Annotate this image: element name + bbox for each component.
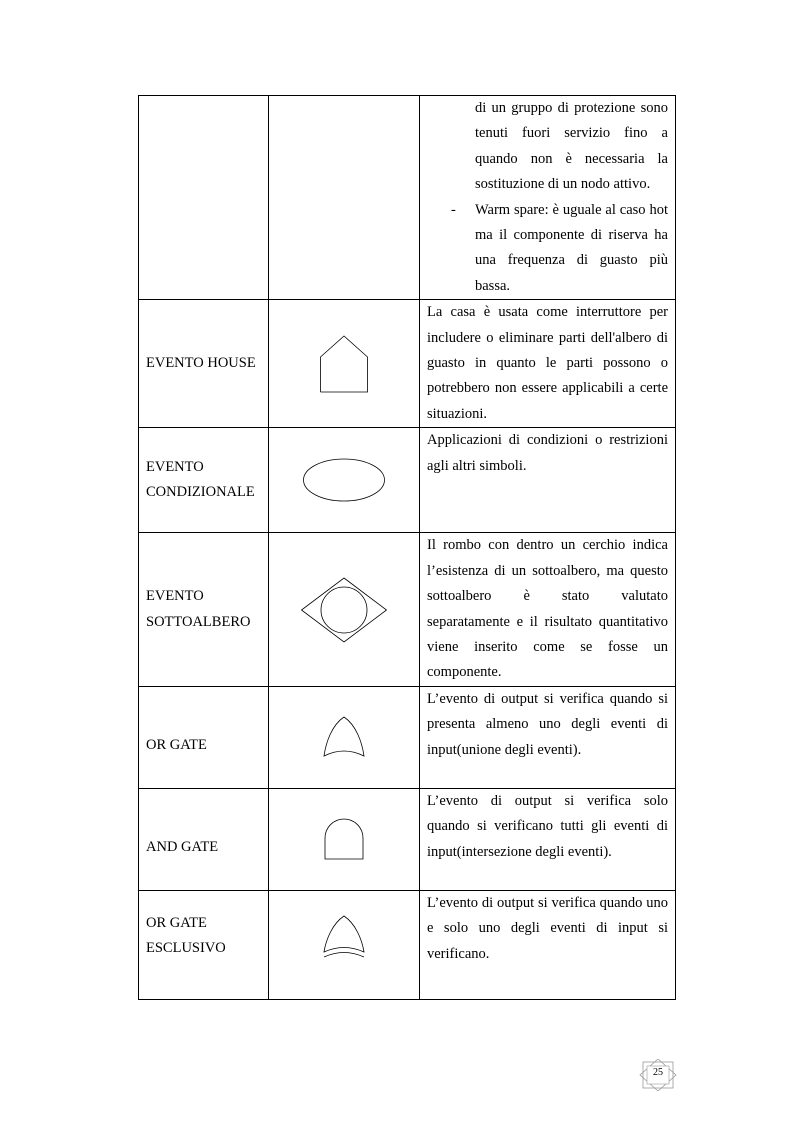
symbol-name-cell: [139, 428, 269, 533]
symbol-name-cell: [139, 686, 269, 788]
symbol-name-cell: [139, 533, 269, 686]
symbol-name-line-2: CONDIZIONALE: [146, 484, 255, 501]
xor-gate-icon: [323, 915, 365, 959]
description-cell: [420, 300, 676, 428]
symbol-name-cell: [139, 788, 269, 890]
symbol-name-line-1: EVENTO: [146, 458, 204, 475]
table-row: [139, 96, 676, 300]
description-text: L’evento di output si verifica solo quando si verificano tutti gli eventi di input(intersezione degli eventi).: [427, 792, 668, 860]
symbol-name-line-2: SOTTOALBERO: [146, 613, 251, 630]
list-item: [427, 198, 668, 300]
list-marker: -: [451, 201, 456, 218]
and-gate-icon: [323, 818, 365, 860]
symbol-name-cell: [139, 890, 269, 999]
description-text: L’evento di output si verifica quando si presenta almeno uno degli eventi di input(unione degli eventi).: [427, 690, 668, 758]
page-number: 25: [653, 1067, 663, 1078]
ellipse-icon: [302, 457, 386, 503]
symbol-name-cell: [139, 96, 269, 300]
symbol-name-line-1: OR GATE: [146, 914, 207, 931]
symbol-name: EVENTO HOUSE: [146, 355, 256, 372]
description-cell: [420, 533, 676, 686]
or-gate-icon: [323, 716, 365, 758]
house-icon: [319, 335, 369, 393]
description-cell: [420, 96, 676, 300]
symbol-name-line-1: EVENTO: [146, 588, 204, 605]
table-row: [139, 428, 676, 533]
description-cell: [420, 686, 676, 788]
page-number-badge: [639, 1059, 677, 1091]
symbol-cell: [269, 428, 420, 533]
table-row: [139, 300, 676, 428]
table-row: [139, 533, 676, 686]
description-text: L’evento di output si verifica quando uno e solo uno degli eventi di input si verificano.: [427, 894, 668, 962]
symbol-name: OR GATE: [146, 736, 207, 753]
symbol-cell: [269, 788, 420, 890]
continued-text: di un gruppo di protezione sono tenuti fuori servizio fino a quando non è necessaria la sostituzione di un nodo attivo.: [475, 100, 668, 193]
table-row: [139, 890, 676, 999]
list-item-text: Warm spare: è uguale al caso hot ma il componente di riserva ha una frequenza di guasto più bassa.: [475, 201, 668, 294]
description-text: Il rombo con dentro un cerchio indica l’esistenza di un sottoalbero, ma questo sottoalbero è stato valutato separatamente e il risultato quantitativo viene inserito come se fosse un componente.: [427, 537, 668, 681]
description-cell: [420, 428, 676, 533]
symbol-cell: [269, 686, 420, 788]
description-text: La casa è usata come interruttore per includere o eliminare parti dell'albero di guasto in quanto le parti possono o potrebbero non essere applicabili a certe situazioni.: [427, 304, 668, 422]
symbol-name-cell: [139, 300, 269, 428]
description-cell: [420, 890, 676, 999]
symbol-name-line-2: ESCLUSIVO: [146, 940, 226, 957]
description-text: Applicazioni di condizioni o restrizioni agli altri simboli.: [427, 432, 668, 474]
symbol-cell: [269, 96, 420, 300]
table-row: [139, 788, 676, 890]
description-cell: [420, 788, 676, 890]
table-row: [139, 686, 676, 788]
symbol-name: AND GATE: [146, 838, 219, 855]
symbol-cell: [269, 890, 420, 999]
symbol-cell: [269, 533, 420, 686]
fault-tree-symbols-table: [138, 95, 676, 1000]
symbol-cell: [269, 300, 420, 428]
diamond-circle-icon: [300, 577, 388, 643]
